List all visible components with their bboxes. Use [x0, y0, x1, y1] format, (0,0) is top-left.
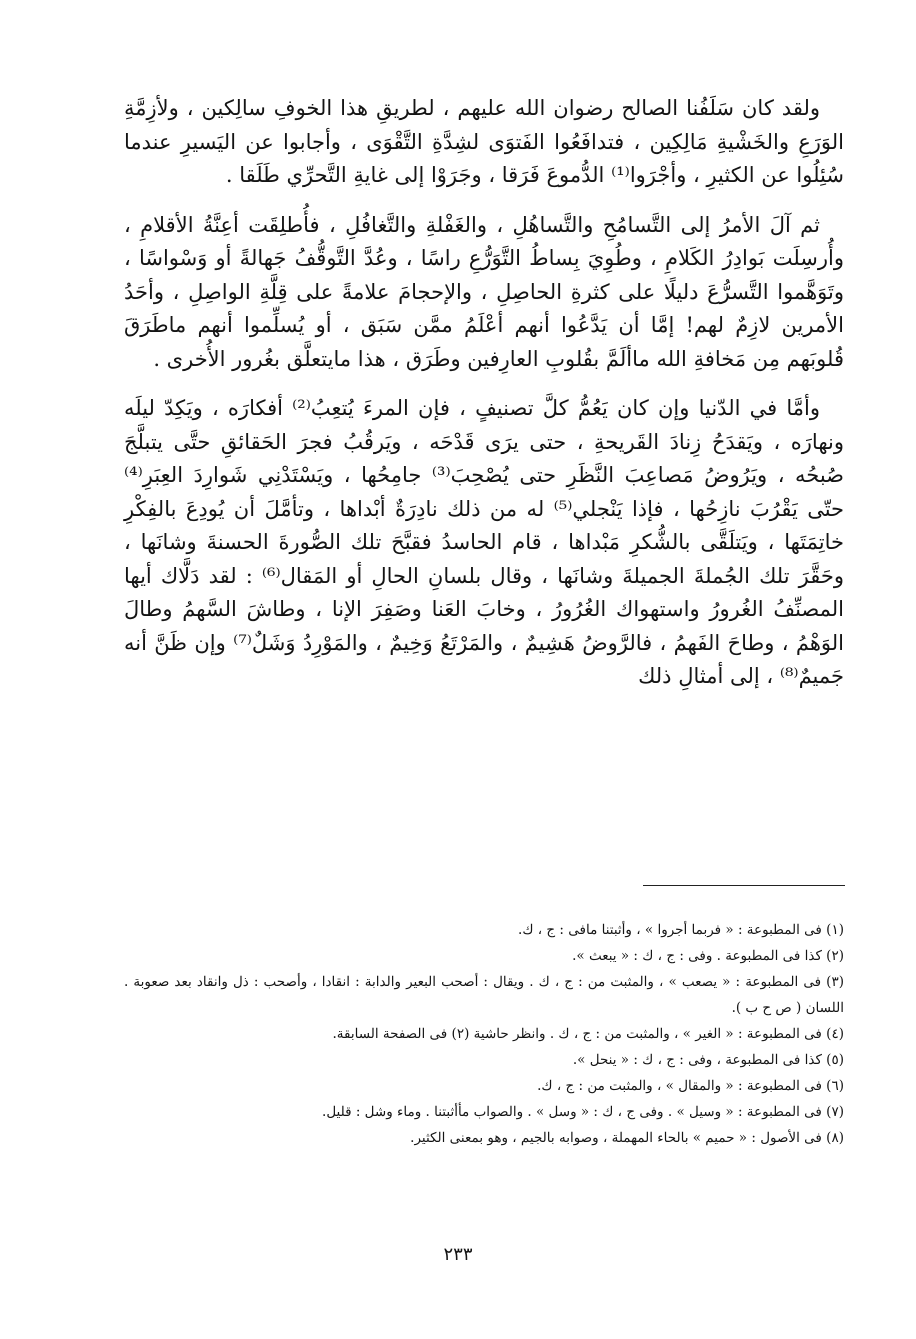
footnote-1: (١) فى المطبوعة : « فربما أجروا » ، وأثبتنا مافى : ج ، ك.	[518, 922, 844, 938]
footnote-divider	[643, 885, 845, 886]
main-text	[124, 92, 844, 694]
paragraph-1: ولقد كان سَلَفُنا الصالح رضوان الله عليهم ، لطريقِ هذا الخوفِ سالِكين ، ولأزِمَّةِ الوَرَعِ والخَشْيةِ مَالِكِين ، فتدافَعُوا الفَتوَى لشِدَّةِ التَّقْوَى ، وأجابوا عن اليَسيرِ عندما سُئِلُوا عن الكثيرِ ، وأجْرَوا⁽¹⁾ الدُّموعَ فَرَقا ، وجَرَوْا إلى غايةِ التَّحرِّي طَلَقا .	[124, 96, 844, 187]
page-number: ٢٣٣	[443, 1244, 473, 1265]
footnotes	[124, 917, 844, 1151]
footnote-8: (٨) فى الأصول : « حميم » بالحاء المهملة ، وصوابه بالجيم ، وهو بمعنى الكثير.	[410, 1130, 844, 1146]
footnote-7: (٧) فى المطبوعة : « وسيل » . وفى ج ، ك : « وسل » . والصواب مأأثبتنا . وماء وشل : قليل.	[322, 1104, 844, 1120]
footnote-4: (٤) فى المطبوعة : « الغير » ، والمثبت من : ج ، ك . وانظر حاشية (٢) فى الصفحة السابقة.	[332, 1026, 844, 1042]
footnote-5: (٥) كذا فى المطبوعة ، وفى : ج ، ك : « ينحل ».	[572, 1052, 844, 1068]
footnote-3: (٣) فى المطبوعة : « يصعب » ، والمثبت من : ج ، ك . ويقال : أصحب البعير والدابة : انقادا ، وأصحب : ذل وانقاد بعد صعوبة . اللسان ( ص ح ب ).	[124, 974, 844, 1016]
paragraph-2: ثم آلَ الأمرُ إلى التَّسامُحِ والتَّساهُلِ ، والغَفْلةِ والتَّغافُلِ ، فأُطلِقَت أعِنَّةُ الأقلامِ ، وأُرسِلَت بَوادِرُ الكَلامِ ، وطُوِيَ بِساطُ التَّوَرُّعِ راسًا ، وعُدَّ التَّوقُّفُ جَهالةً أو وَسْواسًا ، وتَوَهَّموا التَّسرُّعَ دليلًا على كثرةِ الحاصِلِ ، والإحجامَ علامةً على قِلَّةِ الواصِلِ ، وأحَدُ الأمرين لازِمٌ لهم! إمَّا أن يَدَّعُوا أنهم أعْلَمُ ممَّن سَبَق ، أو يُسلِّموا أنهم ماطَرَقَ قُلوبَهم مِن مَخافةِ الله ماألَمَّ بقُلوبِ العارِفين وطَرَق ، هذا مايتعلَّق بغُرور الأُخرى .	[124, 212, 844, 371]
paragraph-3: وأمَّا في الدّنيا وإن كان يَعُمُّ كلَّ تصنيفٍ ، فإن المرءَ يُتعِبُ⁽²⁾ أفكارَه ، ويَكِدّ ليلَه ونهارَه ، ويَقدَحُ زِنادَ القَريحةِ ، حتى يرَى قَدْحَه ، ويَرقُبُ فجرَ الحَقائقِ حتَّى يتبلَّجَ صُبحُه ، ويَرُوضُ مَصاعِبَ النَّظَرِ حتى يُصْحِبَ⁽³⁾ جامِحُها ، ويَسْتَدْنِي شَوارِدَ العِبَرِ⁽⁴⁾ حتّى يَقْرُبَ نازِحُها ، فإذا يَنْجلي⁽⁵⁾ له من ذلك نادِرَةٌ أبْداها ، وتأمَّلَ أن يُودِعَ بالفِكْرِ خاتِمَتَها ، ويَتلَقَّى بالشُّكرِ مَبْداها ، قام الحاسدُ فقبَّحَ تلك الصُّورةَ الحسنةَ وشانَها ، وحَقَّرَ تلك الجُملةَ الجميلةَ وشانَها ، وقال بلسانِ الحالِ أو المَقال⁽⁶⁾ : لقد دَلَّاك أيها المصنِّفُ الغُرورُ واستهواك الغُرُورُ ، وخابَ العَنا وصَفِرَ الإنا ، وطاشَ السَّهمُ وطالَ الوَهْمُ ، وطاحَ الفَهمُ ، فالرَّوضُ هَشِيمٌ ، والمَرْتَعُ وَخِيمٌ ، والمَوْرِدُ وَشَلٌ⁽⁷⁾ وإن ظَنَّ أنه جَميمٌ⁽⁸⁾ ، إلى أمثالِ ذلك	[124, 396, 845, 688]
footnote-2: (٢) كذا فى المطبوعة . وفى : ج ، ك : « يبعث ».	[572, 948, 844, 964]
footnote-6: (٦) فى المطبوعة : « والمقال » ، والمثبت من : ج ، ك.	[537, 1078, 844, 1094]
